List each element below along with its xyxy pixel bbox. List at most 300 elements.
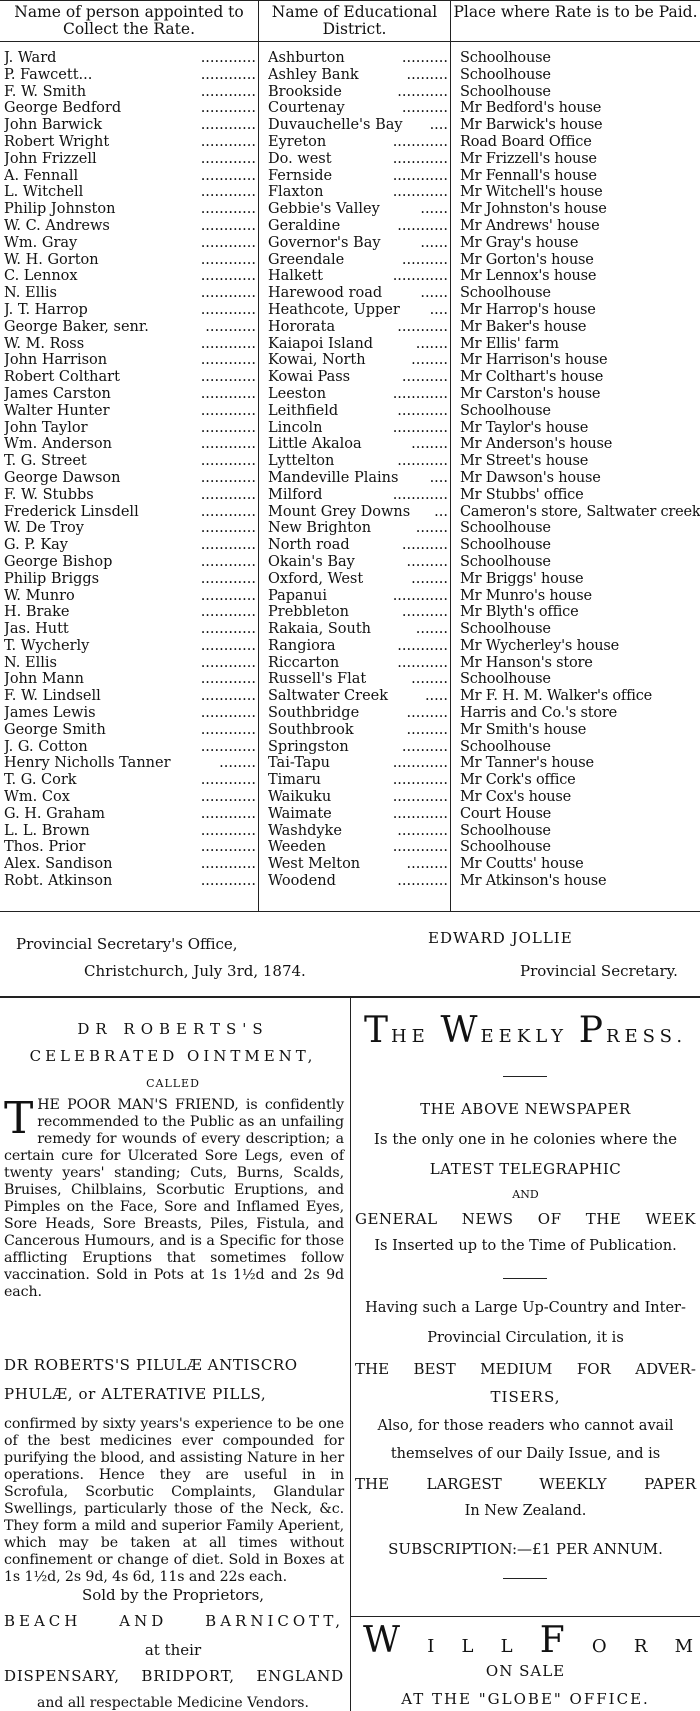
cell-collector: Robt. Atkinson xyxy=(4,873,113,890)
cell-place: Mr Ellis' farm xyxy=(460,335,559,352)
cell-district: Tai-Tapu xyxy=(268,755,331,772)
cell-collector: C. Lennox xyxy=(4,268,78,285)
cell-collector: John Frizzell xyxy=(4,150,97,167)
cell-district: Kowai, North xyxy=(268,352,366,369)
pills-heading: DR ROBERTS'S PILULÆ ANTISCRO xyxy=(4,1356,298,1374)
cell-district: Okain's Bay xyxy=(268,553,355,570)
cell-collector: Robert Wright xyxy=(4,133,110,150)
short-rule xyxy=(503,1578,547,1579)
table-row xyxy=(0,386,700,403)
table-row xyxy=(0,705,700,722)
dispensary: DISPENSARY, BRIDPORT, ENGLAND xyxy=(4,1667,344,1685)
cell-district: Heathcote, Upper xyxy=(268,301,400,318)
table-row xyxy=(0,604,700,621)
cell-district: Governor's Bay xyxy=(268,234,381,251)
cell-place: Mr Harrison's house xyxy=(460,352,608,369)
cell-place: Mr Atkinson's house xyxy=(460,873,607,890)
leader-dots: ............ xyxy=(200,234,256,251)
leader-dots: ............ xyxy=(200,789,256,806)
leader-dots: .......... xyxy=(401,100,448,117)
leader-dots: .......... xyxy=(401,50,448,66)
cell-collector: Wm. Cox xyxy=(4,789,70,806)
place-date-line: Christchurch, July 3rd, 1874. xyxy=(84,962,306,980)
cell-place: Mr Cox's house xyxy=(460,789,572,806)
table-row xyxy=(0,537,700,554)
cell-collector: W. H. Gorton xyxy=(4,251,99,268)
cell-collector: J. G. Cotton xyxy=(4,738,88,755)
cell-district: Russell's Flat xyxy=(268,671,367,688)
table-row xyxy=(0,201,700,218)
cell-district: Do. west xyxy=(268,150,332,167)
cell-collector: T. Wycherly xyxy=(4,637,90,654)
leader-dots: ............ xyxy=(200,822,256,839)
cell-district: Prebbleton xyxy=(268,604,349,621)
leader-dots: ........ xyxy=(411,436,448,453)
cell-place: Mr Tanner's house xyxy=(460,755,594,772)
leader-dots: ............ xyxy=(200,503,256,520)
cell-place: Mr Bedford's house xyxy=(460,100,602,117)
cell-place: Schoolhouse xyxy=(460,402,551,419)
leader-dots: ........... xyxy=(397,873,448,890)
cell-collector: T. G. Street xyxy=(4,453,87,470)
above-newspaper: THE ABOVE NEWSPAPER xyxy=(420,1100,631,1118)
cell-district: Geraldine xyxy=(268,217,341,234)
cell-district: Kaiapoi Island xyxy=(268,335,374,352)
cell-place: Mr Barwick's house xyxy=(460,117,603,134)
leader-dots: ............ xyxy=(200,637,256,654)
subscription: SUBSCRIPTION:—£1 PER ANNUM. xyxy=(388,1540,663,1558)
short-rule xyxy=(503,1076,547,1077)
weekly-press-advert xyxy=(351,1000,700,1711)
leader-dots: ............ xyxy=(200,117,256,134)
cell-collector: Walter Hunter xyxy=(4,402,110,419)
pills-heading-cont: PHULÆ, or ALTERATIVE PILLS, xyxy=(4,1385,267,1403)
will-form-rule xyxy=(351,1616,700,1617)
table-row xyxy=(0,151,700,168)
cell-district: Milford xyxy=(268,486,323,503)
cell-collector: G. P. Kay xyxy=(4,537,68,554)
cell-place: Mr Stubbs' office xyxy=(460,486,584,503)
leader-dots: ............ xyxy=(200,671,256,688)
leader-dots: ............ xyxy=(392,805,448,822)
table-row xyxy=(0,453,700,470)
cell-collector: George Bedford xyxy=(4,100,122,117)
ad-called: CALLED xyxy=(146,1077,200,1090)
cell-place: Mr Colthart's house xyxy=(460,369,604,386)
leader-dots: ............ xyxy=(200,436,256,453)
leader-dots: ............ xyxy=(200,738,256,755)
cell-place: Mr Gray's house xyxy=(460,234,579,251)
cell-place: Schoolhouse xyxy=(460,621,551,638)
vendors: and all respectable Medicine Vendors. xyxy=(37,1695,309,1711)
circulation-line: Having such a Large Up-Country and Inter- xyxy=(365,1300,686,1316)
table-row xyxy=(0,168,700,185)
leader-dots: ............ xyxy=(200,83,256,100)
cell-place: Mr Frizzell's house xyxy=(460,150,597,167)
ad-title-product: CELEBRATED OINTMENT, xyxy=(29,1047,317,1065)
cell-district: Leeston xyxy=(268,385,327,402)
inserted-line: Is Inserted up to the Time of Publication. xyxy=(374,1238,677,1254)
cell-place: Mr Wycherley's house xyxy=(460,637,620,654)
drop-cap: T xyxy=(4,1093,34,1144)
cell-district: Springston xyxy=(268,738,349,755)
table-row xyxy=(0,369,700,386)
cell-district: Papanui xyxy=(268,587,327,604)
cell-place: Schoolhouse xyxy=(460,537,551,554)
leader-dots: ....... xyxy=(415,520,448,537)
leader-dots: ............ xyxy=(200,621,256,638)
largest-weekly: THE LARGEST WEEKLY PAPER xyxy=(355,1475,696,1493)
table-top-rule xyxy=(0,0,700,1)
leader-dots: ......... xyxy=(406,856,448,873)
leader-dots: ....... xyxy=(415,621,448,638)
cell-district: Hororata xyxy=(268,318,336,335)
signatory-title: Provincial Secretary. xyxy=(520,962,678,980)
table-row xyxy=(0,520,700,537)
cell-collector: John Taylor xyxy=(4,419,88,436)
cell-place: Mr Hanson's store xyxy=(460,654,593,671)
cell-place: Mr Anderson's house xyxy=(460,436,613,453)
leader-dots: .......... xyxy=(401,738,448,755)
table-bottom-rule xyxy=(0,911,700,912)
table-row xyxy=(0,470,700,487)
leader-dots: ............ xyxy=(392,755,448,772)
leader-dots: ......... xyxy=(406,66,448,83)
sold-by: Sold by the Proprietors, xyxy=(81,1586,265,1604)
cell-collector: Henry Nicholls Tanner xyxy=(4,755,171,772)
table-row xyxy=(0,789,700,806)
table-row xyxy=(0,873,700,890)
at-their: at their xyxy=(144,1641,202,1659)
cell-district: Duvauchelle's Bay xyxy=(268,117,403,134)
leader-dots: ..... xyxy=(424,688,448,705)
table-row xyxy=(0,184,700,201)
cell-district: Timaru xyxy=(268,772,321,789)
leader-dots: ............ xyxy=(200,66,256,83)
table-row xyxy=(0,571,700,588)
ointment-advert xyxy=(0,1000,350,1711)
table-row xyxy=(0,319,700,336)
cell-district: Ashley Bank xyxy=(268,66,359,83)
leader-dots: .......... xyxy=(401,537,448,554)
leader-dots: ........ xyxy=(411,352,448,369)
ad-body-pills: confirmed by sixty years's experience to be one of the best medicines ever compounded for purifying the blood, and assisting Nature in her operations. Hence they are useful in in Scrofula, Scorbutic Complaints, Glandular Swellings, particularly those of the Neck, &c. They form a mild and superior Family Aperient, which may be taken at all times without confinement or change of diet. Sold in Boxes at 1s 1½d, 2s 9d, 4s 6d, 11s and 22s each. xyxy=(4,1416,344,1585)
leader-dots: ............ xyxy=(392,789,448,806)
cell-place: Mr Johnston's house xyxy=(460,201,607,218)
also-line: Also, for those readers who cannot avail xyxy=(377,1418,674,1434)
leader-dots: ... xyxy=(434,503,448,520)
cell-collector: N. Ellis xyxy=(4,285,57,302)
cell-collector: T. G. Cork xyxy=(4,772,77,789)
cell-place: Schoolhouse xyxy=(460,553,551,570)
cell-place: Mr Street's house xyxy=(460,453,589,470)
leader-dots: ............ xyxy=(200,385,256,402)
table-row xyxy=(0,285,700,302)
cell-collector: F. W. Smith xyxy=(4,83,87,100)
table-row xyxy=(0,117,700,134)
cell-district: Waikuku xyxy=(268,789,332,806)
cell-place: Mr Gorton's house xyxy=(460,251,594,268)
cell-place: Schoolhouse xyxy=(460,285,551,302)
cell-collector: G. H. Graham xyxy=(4,805,106,822)
cell-district: Brookside xyxy=(268,83,342,100)
cell-collector: Philip Briggs xyxy=(4,570,100,587)
leader-dots: ...... xyxy=(420,285,448,302)
cell-district: Oxford, West xyxy=(268,570,364,587)
header-collector: Name of person appointed to Collect the Rate. xyxy=(14,3,244,38)
and-line: AND xyxy=(512,1188,539,1201)
general-news: GENERAL NEWS OF THE WEEK xyxy=(355,1210,696,1228)
table-row xyxy=(0,638,700,655)
table-row xyxy=(0,671,700,688)
cell-district: Greendale xyxy=(268,251,345,268)
leader-dots: ........... xyxy=(397,402,448,419)
cell-collector: John Mann xyxy=(4,671,84,688)
leader-dots: ............ xyxy=(200,285,256,302)
cell-place: Mr Harrop's house xyxy=(460,301,596,318)
cell-district: Southbrook xyxy=(268,721,354,738)
cell-district: Riccarton xyxy=(268,654,340,671)
leader-dots: ........ xyxy=(219,755,256,772)
cell-collector: J. Ward xyxy=(4,50,57,66)
table-row xyxy=(0,235,700,252)
cell-collector: Thos. Prior xyxy=(4,839,86,856)
leader-dots: ........... xyxy=(397,83,448,100)
cell-district: Ashburton xyxy=(268,50,345,66)
leader-dots: ............ xyxy=(200,268,256,285)
only-one-line: Is the only one in he colonies where the xyxy=(373,1130,678,1148)
table-row xyxy=(0,739,700,756)
leader-dots: ........... xyxy=(397,822,448,839)
cell-place: Schoolhouse xyxy=(460,520,551,537)
cell-collector: James Lewis xyxy=(4,705,96,722)
leader-dots: ......... xyxy=(406,553,448,570)
table-row xyxy=(0,67,700,84)
cell-district: Lincoln xyxy=(268,419,323,436)
leader-dots: ........... xyxy=(397,217,448,234)
cell-collector: W. De Troy xyxy=(4,520,84,537)
cell-district: Mount Grey Downs xyxy=(268,503,411,520)
cell-district: Southbridge xyxy=(268,705,360,722)
table-row xyxy=(0,823,700,840)
leader-dots: .......... xyxy=(401,251,448,268)
cell-district: Gebbie's Valley xyxy=(268,201,380,218)
cell-place: Harris and Co.'s store xyxy=(460,705,618,722)
proprietors: BEACH AND BARNICOTT, xyxy=(4,1612,344,1630)
table-row xyxy=(0,588,700,605)
cell-collector: N. Ellis xyxy=(4,654,57,671)
provincial-line: Provincial Circulation, it is xyxy=(427,1330,624,1346)
leader-dots: ............ xyxy=(392,587,448,604)
leader-dots: ......... xyxy=(406,721,448,738)
on-sale: ON SALE xyxy=(485,1662,566,1680)
table-row xyxy=(0,806,700,823)
table-row xyxy=(0,504,700,521)
leader-dots: ............ xyxy=(200,301,256,318)
table-row xyxy=(0,755,700,772)
table-row xyxy=(0,302,700,319)
latest-telegraphic: LATEST TELEGRAPHIC xyxy=(429,1160,622,1178)
leader-dots: ............ xyxy=(200,570,256,587)
cell-place: Schoolhouse xyxy=(460,839,551,856)
cell-place: Schoolhouse xyxy=(460,66,551,83)
leader-dots: ............ xyxy=(392,133,448,150)
leader-dots: ........ xyxy=(411,570,448,587)
cell-place: Mr Baker's house xyxy=(460,318,587,335)
leader-dots: .... xyxy=(429,117,448,134)
cell-collector: John Barwick xyxy=(4,117,103,134)
cell-place: Court House xyxy=(460,805,552,822)
cell-district: North road xyxy=(268,537,350,554)
leader-dots: ............ xyxy=(392,486,448,503)
table-row xyxy=(0,352,700,369)
masthead-title: THE WEEKLY PRESS. xyxy=(363,1010,688,1051)
ad-title: DR ROBERTS'S xyxy=(77,1020,269,1038)
leader-dots: ............ xyxy=(200,604,256,621)
cell-collector: W. M. Ross xyxy=(4,335,85,352)
cell-collector: Jas. Hutt xyxy=(4,621,69,638)
cell-collector: A. Fennall xyxy=(4,167,79,184)
cell-collector: George Smith xyxy=(4,721,106,738)
cell-place: Mr Briggs' house xyxy=(460,570,584,587)
cell-district: Flaxton xyxy=(268,184,324,201)
cell-place: Mr Carston's house xyxy=(460,385,601,402)
cell-place: Mr Andrews' house xyxy=(460,217,600,234)
cell-place: Mr Coutts' house xyxy=(460,856,584,873)
table-row xyxy=(0,621,700,638)
table-row xyxy=(0,268,700,285)
leader-dots: ............ xyxy=(200,184,256,201)
cell-district: Rangiora xyxy=(268,637,336,654)
cell-district: Leithfield xyxy=(268,402,339,419)
leader-dots: ............ xyxy=(200,201,256,218)
new-zealand: In New Zealand. xyxy=(464,1503,587,1519)
header-district: Name of Educational District. xyxy=(271,3,438,38)
leader-dots: ............ xyxy=(200,856,256,873)
leader-dots: ...... xyxy=(420,201,448,218)
leader-dots: ........... xyxy=(397,654,448,671)
table-row xyxy=(0,420,700,437)
cell-district: New Brighton xyxy=(268,520,372,537)
leader-dots: ............ xyxy=(200,50,256,66)
leader-dots: ............ xyxy=(200,100,256,117)
cell-place: Mr Smith's house xyxy=(460,721,587,738)
cell-district: Kowai Pass xyxy=(268,369,351,386)
cell-collector: J. T. Harrop xyxy=(4,301,88,318)
leader-dots: ............ xyxy=(200,839,256,856)
leader-dots: ............ xyxy=(392,167,448,184)
cell-collector: L. Witchell xyxy=(4,184,84,201)
leader-dots: ....... xyxy=(415,335,448,352)
cell-district: Courtenay xyxy=(268,100,345,117)
table-row xyxy=(0,655,700,672)
table-row xyxy=(0,436,700,453)
leader-dots: ............ xyxy=(200,352,256,369)
cell-place: Mr Fennall's house xyxy=(460,167,597,184)
cell-district: Halkett xyxy=(268,268,323,285)
cell-collector: George Baker, senr. xyxy=(4,318,149,335)
signatory-name: EDWARD JOLLIE xyxy=(428,929,573,947)
cell-district: Lyttelton xyxy=(268,453,335,470)
cell-collector: P. Fawcett... xyxy=(4,66,93,83)
cell-collector: H. Brake xyxy=(4,604,70,621)
leader-dots: ............ xyxy=(200,217,256,234)
leader-dots: ............ xyxy=(200,167,256,184)
leader-dots: ............ xyxy=(200,654,256,671)
leader-dots: .......... xyxy=(401,604,448,621)
leader-dots: .......... xyxy=(401,369,448,386)
leader-dots: ............ xyxy=(200,369,256,386)
leader-dots: ............ xyxy=(200,402,256,419)
cell-place: Mr Dawson's house xyxy=(460,469,601,486)
cell-district: Harewood road xyxy=(268,285,383,302)
cell-place: Mr Blyth's office xyxy=(460,604,579,621)
leader-dots: ............ xyxy=(392,772,448,789)
leader-dots: ........... xyxy=(205,318,256,335)
leader-dots: ............ xyxy=(392,839,448,856)
cell-place: Cameron's store, Saltwater creek xyxy=(460,503,700,520)
table-row xyxy=(0,856,700,873)
cell-place: Mr Munro's house xyxy=(460,587,592,604)
leader-dots: .... xyxy=(429,301,448,318)
table-row xyxy=(0,839,700,856)
leader-dots: ......... xyxy=(406,705,448,722)
best-medium: THE BEST MEDIUM FOR ADVER- xyxy=(355,1360,696,1378)
leader-dots: ............ xyxy=(200,688,256,705)
leader-dots: ........... xyxy=(397,637,448,654)
leader-dots: ............ xyxy=(392,419,448,436)
table-row xyxy=(0,772,700,789)
leader-dots: ............ xyxy=(200,469,256,486)
leader-dots: ........... xyxy=(397,453,448,470)
table-row xyxy=(0,218,700,235)
table-row xyxy=(0,688,700,705)
cell-district: West Melton xyxy=(268,856,361,873)
cell-district: Rakaia, South xyxy=(268,621,371,638)
cell-district: Saltwater Creek xyxy=(268,688,389,705)
leader-dots: ............ xyxy=(200,705,256,722)
cell-place: Mr Witchell's house xyxy=(460,184,603,201)
table-rows xyxy=(0,50,700,890)
cell-collector: Robert Colthart xyxy=(4,369,120,386)
leader-dots: ............ xyxy=(392,268,448,285)
leader-dots: ............ xyxy=(200,419,256,436)
cell-place: Schoolhouse xyxy=(460,738,551,755)
cell-place: Mr F. H. M. Walker's office xyxy=(460,688,652,705)
cell-collector: George Dawson xyxy=(4,469,121,486)
leader-dots: ...... xyxy=(420,234,448,251)
cell-place: Mr Cork's office xyxy=(460,772,576,789)
table-row xyxy=(0,554,700,571)
cell-collector: Wm. Anderson xyxy=(4,436,112,453)
table-header-rule xyxy=(0,41,700,42)
leader-dots: ............ xyxy=(200,721,256,738)
leader-dots: ............ xyxy=(392,385,448,402)
leader-dots: ........ xyxy=(411,671,448,688)
leader-dots: ............ xyxy=(200,335,256,352)
leader-dots: .... xyxy=(429,469,448,486)
table-row xyxy=(0,336,700,353)
cell-collector: F. W. Lindsell xyxy=(4,688,101,705)
cell-collector: L. L. Brown xyxy=(4,822,90,839)
table-row xyxy=(0,722,700,739)
cell-place: Mr Taylor's house xyxy=(460,419,589,436)
cell-collector: John Harrison xyxy=(4,352,108,369)
table-row xyxy=(0,84,700,101)
office-line: Provincial Secretary's Office, xyxy=(16,935,238,953)
leader-dots: ............ xyxy=(200,772,256,789)
leader-dots: ............ xyxy=(200,520,256,537)
